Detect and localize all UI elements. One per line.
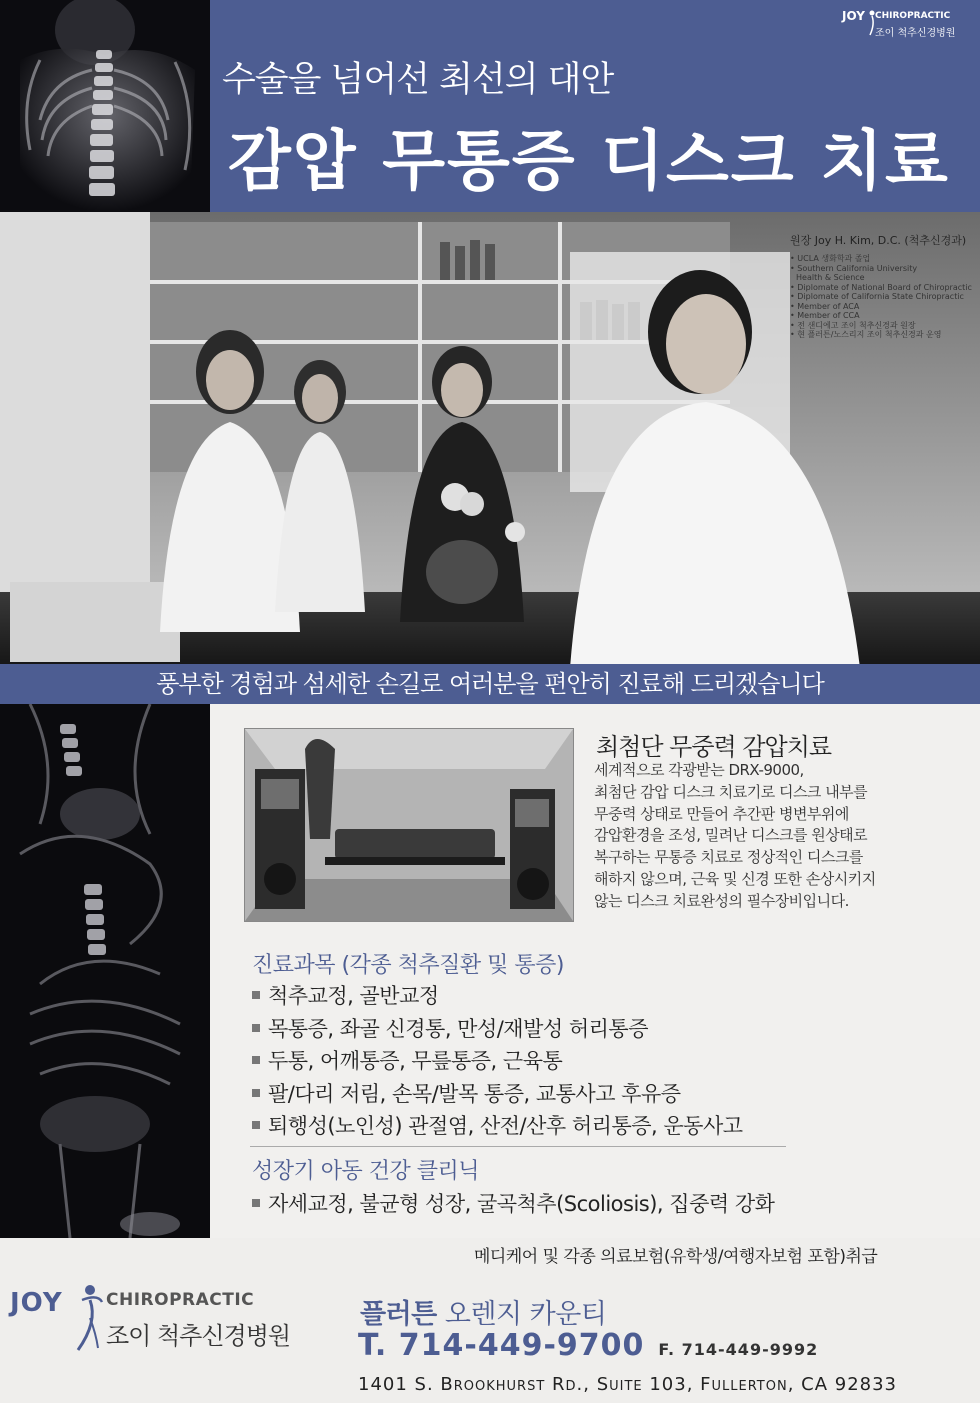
clinic-location [360, 1292, 606, 1331]
service-label: 목통증, 좌골 신경통, 만성/재발성 허리통증 [268, 1016, 648, 1041]
contact-numbers [358, 1328, 818, 1363]
kids-clinic-list [250, 1188, 774, 1221]
credential-item: • 전 샌디에고 조이 척추신경과 원장 [790, 320, 916, 330]
service-label: 척추교정, 골반교정 [268, 984, 439, 1008]
machine-description [594, 760, 924, 913]
headline-title: 감압 무통증 디스크 치료 [228, 124, 950, 199]
credential-item: Health & Science [796, 273, 865, 282]
phone-number[interactable]: T. 714-449-9700 [358, 1328, 645, 1363]
insurance-note: 메디케어 및 각종 의료보험(유학생/여행자보험 포함)취급 [474, 1247, 878, 1267]
bullet-square-icon [252, 991, 260, 999]
credential-item: • Member of ACA [790, 301, 860, 311]
service-label: 퇴행성(노인성) 관절염, 산전/산후 허리통증, 운동사고 [268, 1114, 743, 1139]
slogan-text: 풍부한 경험과 섬세한 손길로 여러분을 편안히 진료해 드리겠습니다 [156, 670, 824, 698]
credential-item: • Diplomate of National Board of Chiropractic [790, 282, 972, 292]
machine-title: 최첨단 무중력 감압치료 [596, 733, 832, 761]
bullet-square-icon [252, 1121, 260, 1129]
bullet-square-icon [252, 1056, 260, 1064]
service-item [250, 1078, 743, 1111]
clinic-address: 1401 S. Brookhurst Rd., Suite 103, Fullerton, CA 92833 [358, 1374, 898, 1395]
service-item [250, 1045, 743, 1078]
doctor-title: 원장 Joy H. Kim, D.C. (척추신경과) [790, 234, 967, 247]
bullet-square-icon [252, 1089, 260, 1097]
skeleton-xray-strip [0, 704, 210, 1238]
description-line: 세계적으로 각광받는 DRX-9000, [594, 761, 804, 779]
credential-item: • 현 플러튼/노스리지 조이 척추신경과 운영 [790, 330, 942, 339]
city-name: 플러튼 [360, 1299, 437, 1330]
logo-tagline: CHIROPRACTIC [106, 1290, 255, 1310]
description-line: 무중력 상태로 만들어 추간판 병변부위에 [594, 804, 849, 823]
service-item [250, 1110, 743, 1143]
drx9000-machine-photo [244, 728, 574, 922]
credential-item: • Member of CCA [790, 311, 860, 320]
description-line: 최첨단 감압 디스크 치료기로 디스크 내부를 [594, 782, 868, 801]
footer-logo [8, 1282, 338, 1352]
logo-tagline: CHIROPRACTIC [875, 11, 951, 21]
logo-korean-name: 조이 척추신경병원 [875, 28, 956, 39]
bullet-square-icon [252, 1199, 260, 1207]
credential-item: • Southern California University [790, 263, 918, 273]
logo-brand: JOY [10, 1288, 63, 1318]
services-list [250, 980, 743, 1143]
service-item [250, 980, 743, 1013]
description-line: 않는 디스크 치료완성의 필수장비입니다. [594, 891, 849, 910]
kids-clinic-heading: 성장기 아동 건강 클리닉 [252, 1159, 480, 1184]
service-item [250, 1188, 774, 1221]
logo-korean-name: 조이 척추신경병원 [106, 1322, 291, 1350]
spine-xray-image [0, 0, 210, 212]
credential-item: • Diplomate of California State Chiropractic [790, 292, 964, 301]
service-item [250, 1013, 743, 1046]
doctor-credentials [790, 232, 980, 340]
description-line: 복구하는 무통증 치료로 정상적인 디스크를 [594, 848, 863, 867]
headline-subtitle: 수술을 넘어선 최선의 대안 [222, 60, 614, 100]
services-heading: 진료과목 (각종 척추질환 및 통증) [252, 953, 564, 978]
fax-number: F. 714-449-9992 [658, 1340, 819, 1359]
logo-brand: JOY [842, 9, 865, 23]
service-label: 두통, 어깨통증, 무릎통증, 근육통 [268, 1049, 563, 1074]
description-line: 감압환경을 조성, 밀려난 디스크를 원상태로 [594, 826, 868, 845]
description-line: 해하지 않으며, 근육 및 신경 또한 손상시키지 [594, 869, 876, 888]
section-divider [250, 1146, 786, 1147]
credential-item: • UCLA 생화학과 졸업 [790, 254, 871, 263]
region-name: 오렌지 카운티 [444, 1299, 607, 1330]
header-logo [842, 6, 980, 42]
logo-figure-icon [68, 1282, 108, 1352]
bullet-square-icon [252, 1024, 260, 1032]
service-label: 팔/다리 저림, 손목/발목 통증, 교통사고 후유증 [268, 1081, 681, 1106]
service-label: 자세교정, 불균형 성장, 굴곡척추(Scoliosis), 집중력 강화 [268, 1192, 775, 1216]
